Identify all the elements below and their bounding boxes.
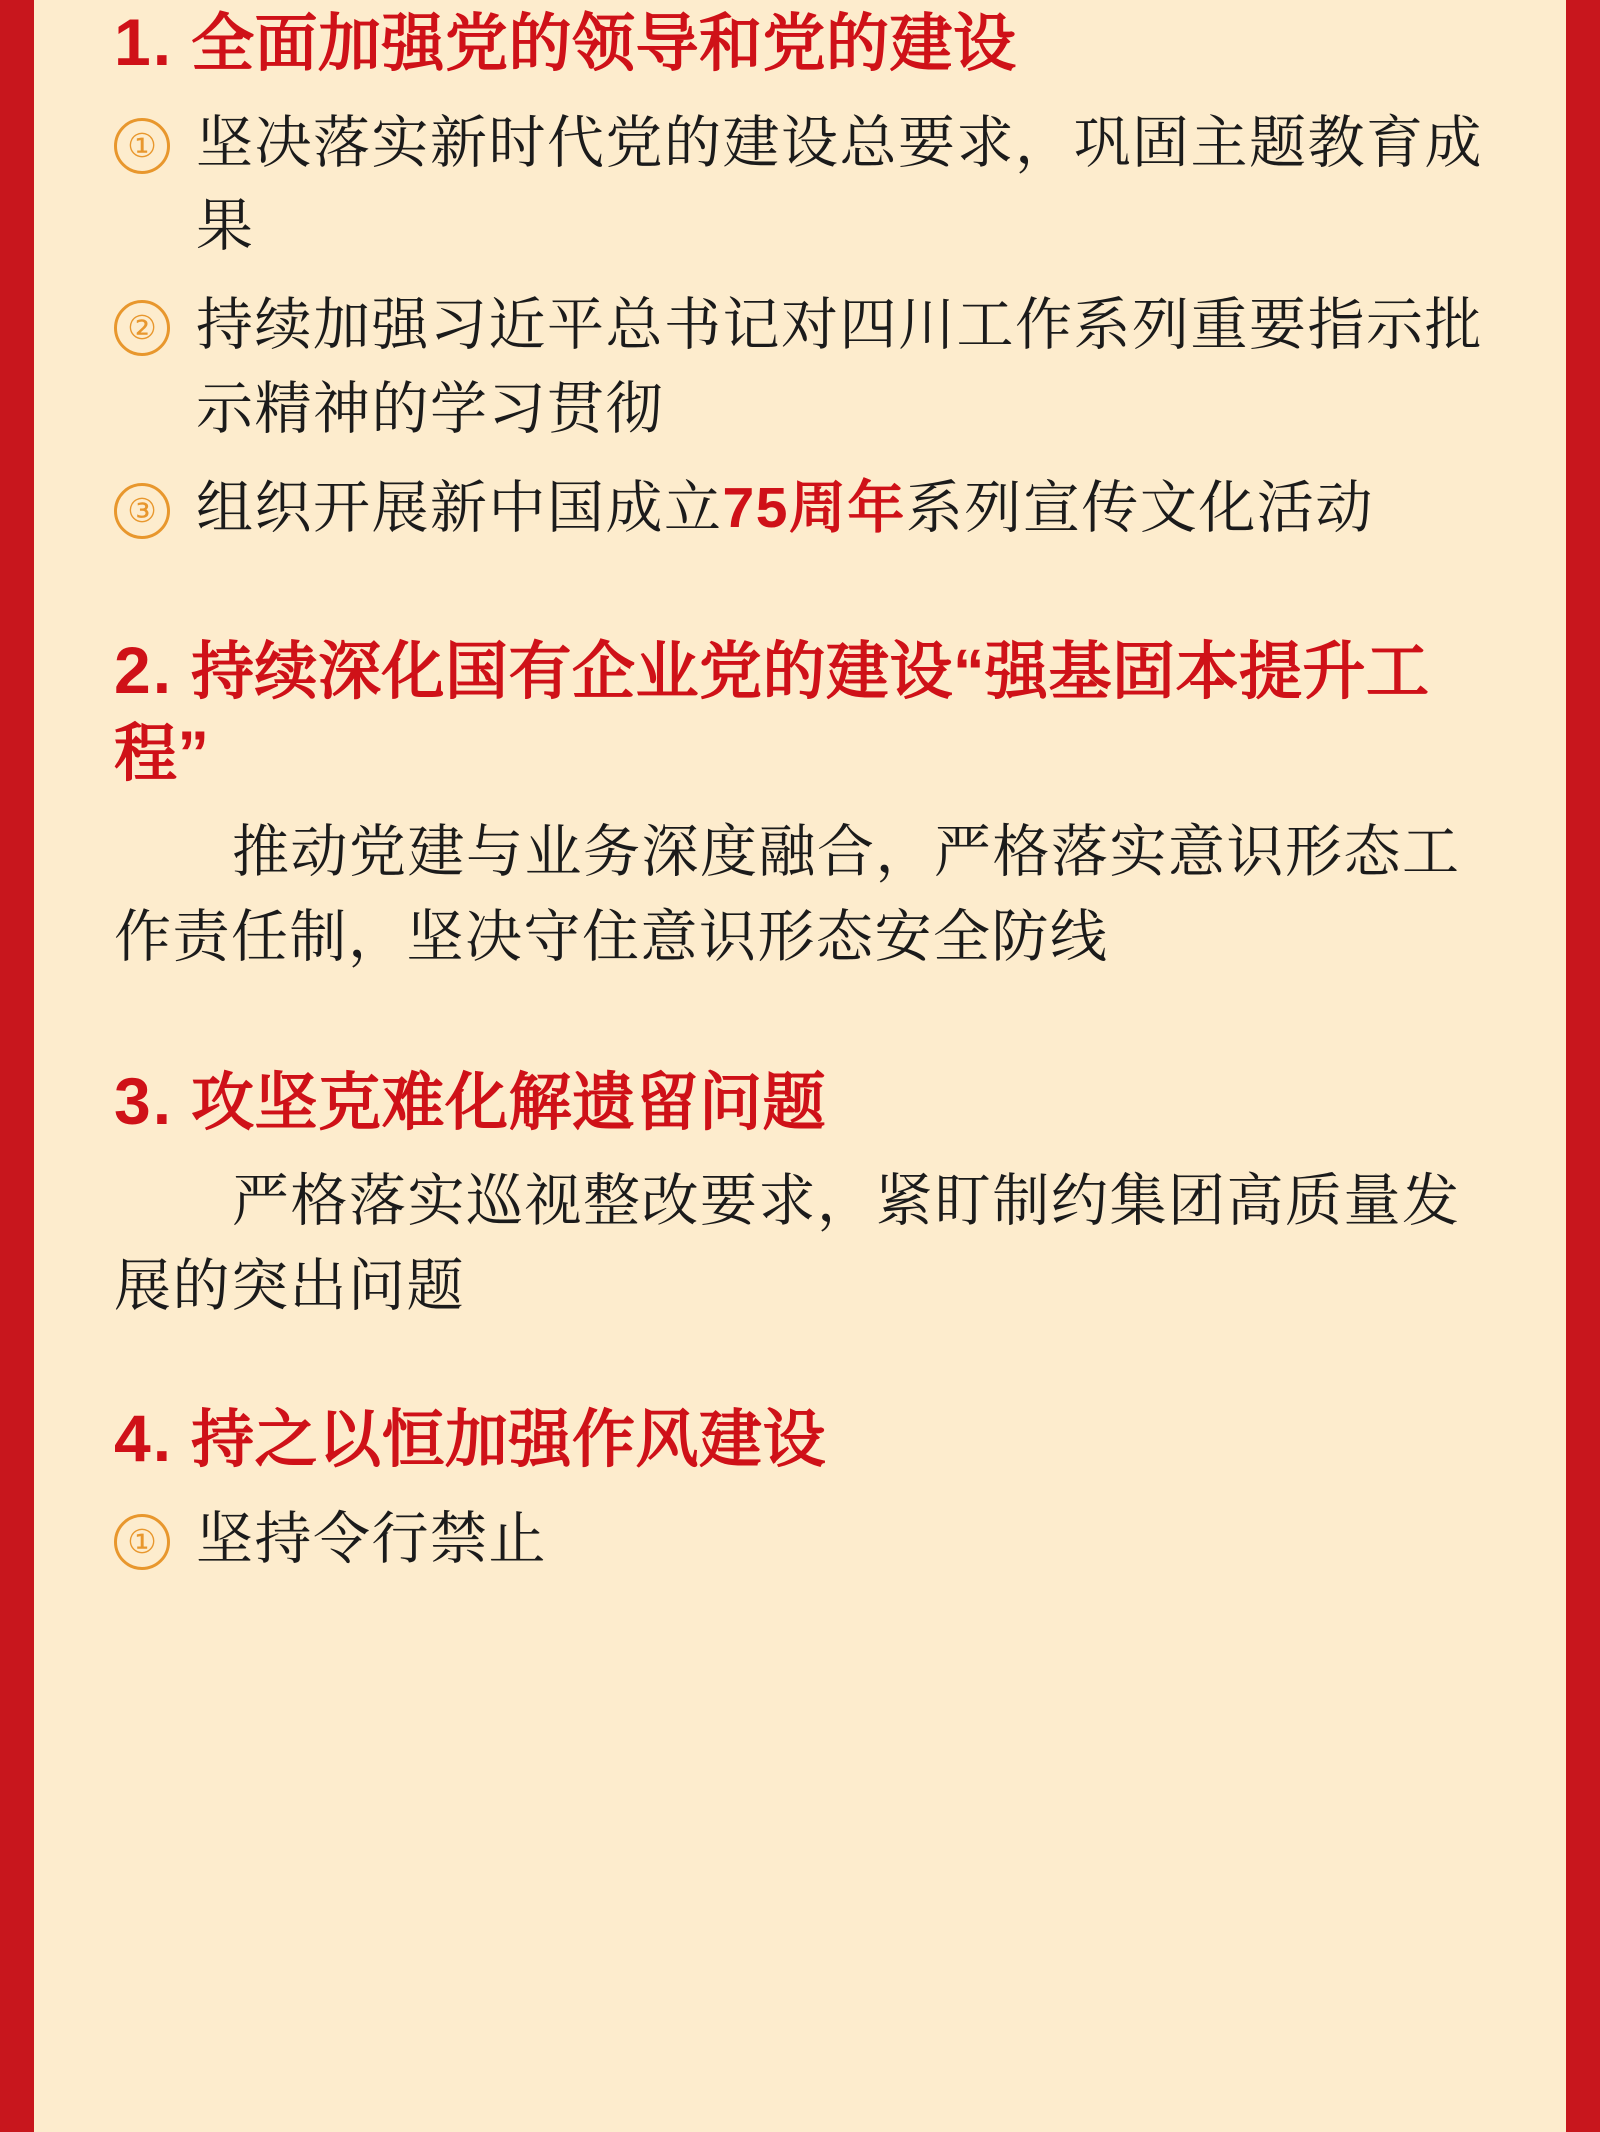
section-2-paragraph: 推动党建与业务深度融合，严格落实意识形态工作责任制，坚决守住意识形态安全防线 [114, 819, 1461, 970]
list-item-text: 坚决落实新时代党的建设总要求，巩固主题教育成果 [196, 110, 1483, 259]
section-3-heading [114, 1059, 1508, 1145]
section-2-heading [114, 628, 1508, 796]
list-item [114, 467, 1508, 550]
section-1-title: 全面加强党的领导和党的建设 [191, 9, 1017, 79]
list-item-text [196, 467, 1508, 550]
section-4-heading [114, 1396, 1508, 1482]
section-divider-space [114, 550, 1508, 628]
section-3 [114, 1059, 1508, 1330]
section-3-title: 攻坚克难化解遗留问题 [191, 1067, 827, 1138]
section-1-number: 1. [114, 5, 174, 79]
section-divider-space [114, 981, 1508, 1059]
section-1 [114, 0, 1508, 550]
list-marker-circle-1: ① [114, 118, 170, 174]
section-2 [114, 628, 1508, 981]
section-2-number: 2. [114, 632, 174, 707]
list-marker-circle-1: ① [114, 1514, 170, 1570]
list-item [114, 102, 1508, 268]
section-1-heading [114, 0, 1508, 86]
list-item [114, 1498, 1508, 1581]
list-marker-circle-2: ② [114, 300, 170, 356]
highlight-75th-anniversary: 75周年 [722, 475, 906, 540]
section-4-item-list [114, 1498, 1508, 1581]
section-4-title: 持之以恒加强作风建设 [191, 1404, 827, 1475]
section-3-number: 3. [114, 1063, 174, 1138]
section-1-item-list [114, 102, 1508, 550]
section-divider-space [114, 1330, 1508, 1396]
list-marker-circle-3: ③ [114, 483, 170, 539]
section-4-number: 4. [114, 1400, 174, 1475]
list-item [114, 284, 1508, 450]
section-4 [114, 1396, 1508, 1581]
list-item-text-before: 组织开展新中国成立 [196, 475, 723, 540]
list-item-text-after: 系列宣传文化活动 [905, 475, 1374, 540]
section-2-title: 持续深化国有企业党的建设“强基固本提升工程” [114, 636, 1430, 789]
poster-content-panel [34, 0, 1566, 2132]
list-item-text: 持续加强习近平总书记对四川工作系列重要指示批示精神的学习贯彻 [196, 293, 1483, 441]
list-item-text: 坚持令行禁止 [196, 1506, 547, 1571]
section-3-paragraph: 严格落实巡视整改要求，紧盯制约集团高质量发展的突出问题 [114, 1168, 1461, 1319]
